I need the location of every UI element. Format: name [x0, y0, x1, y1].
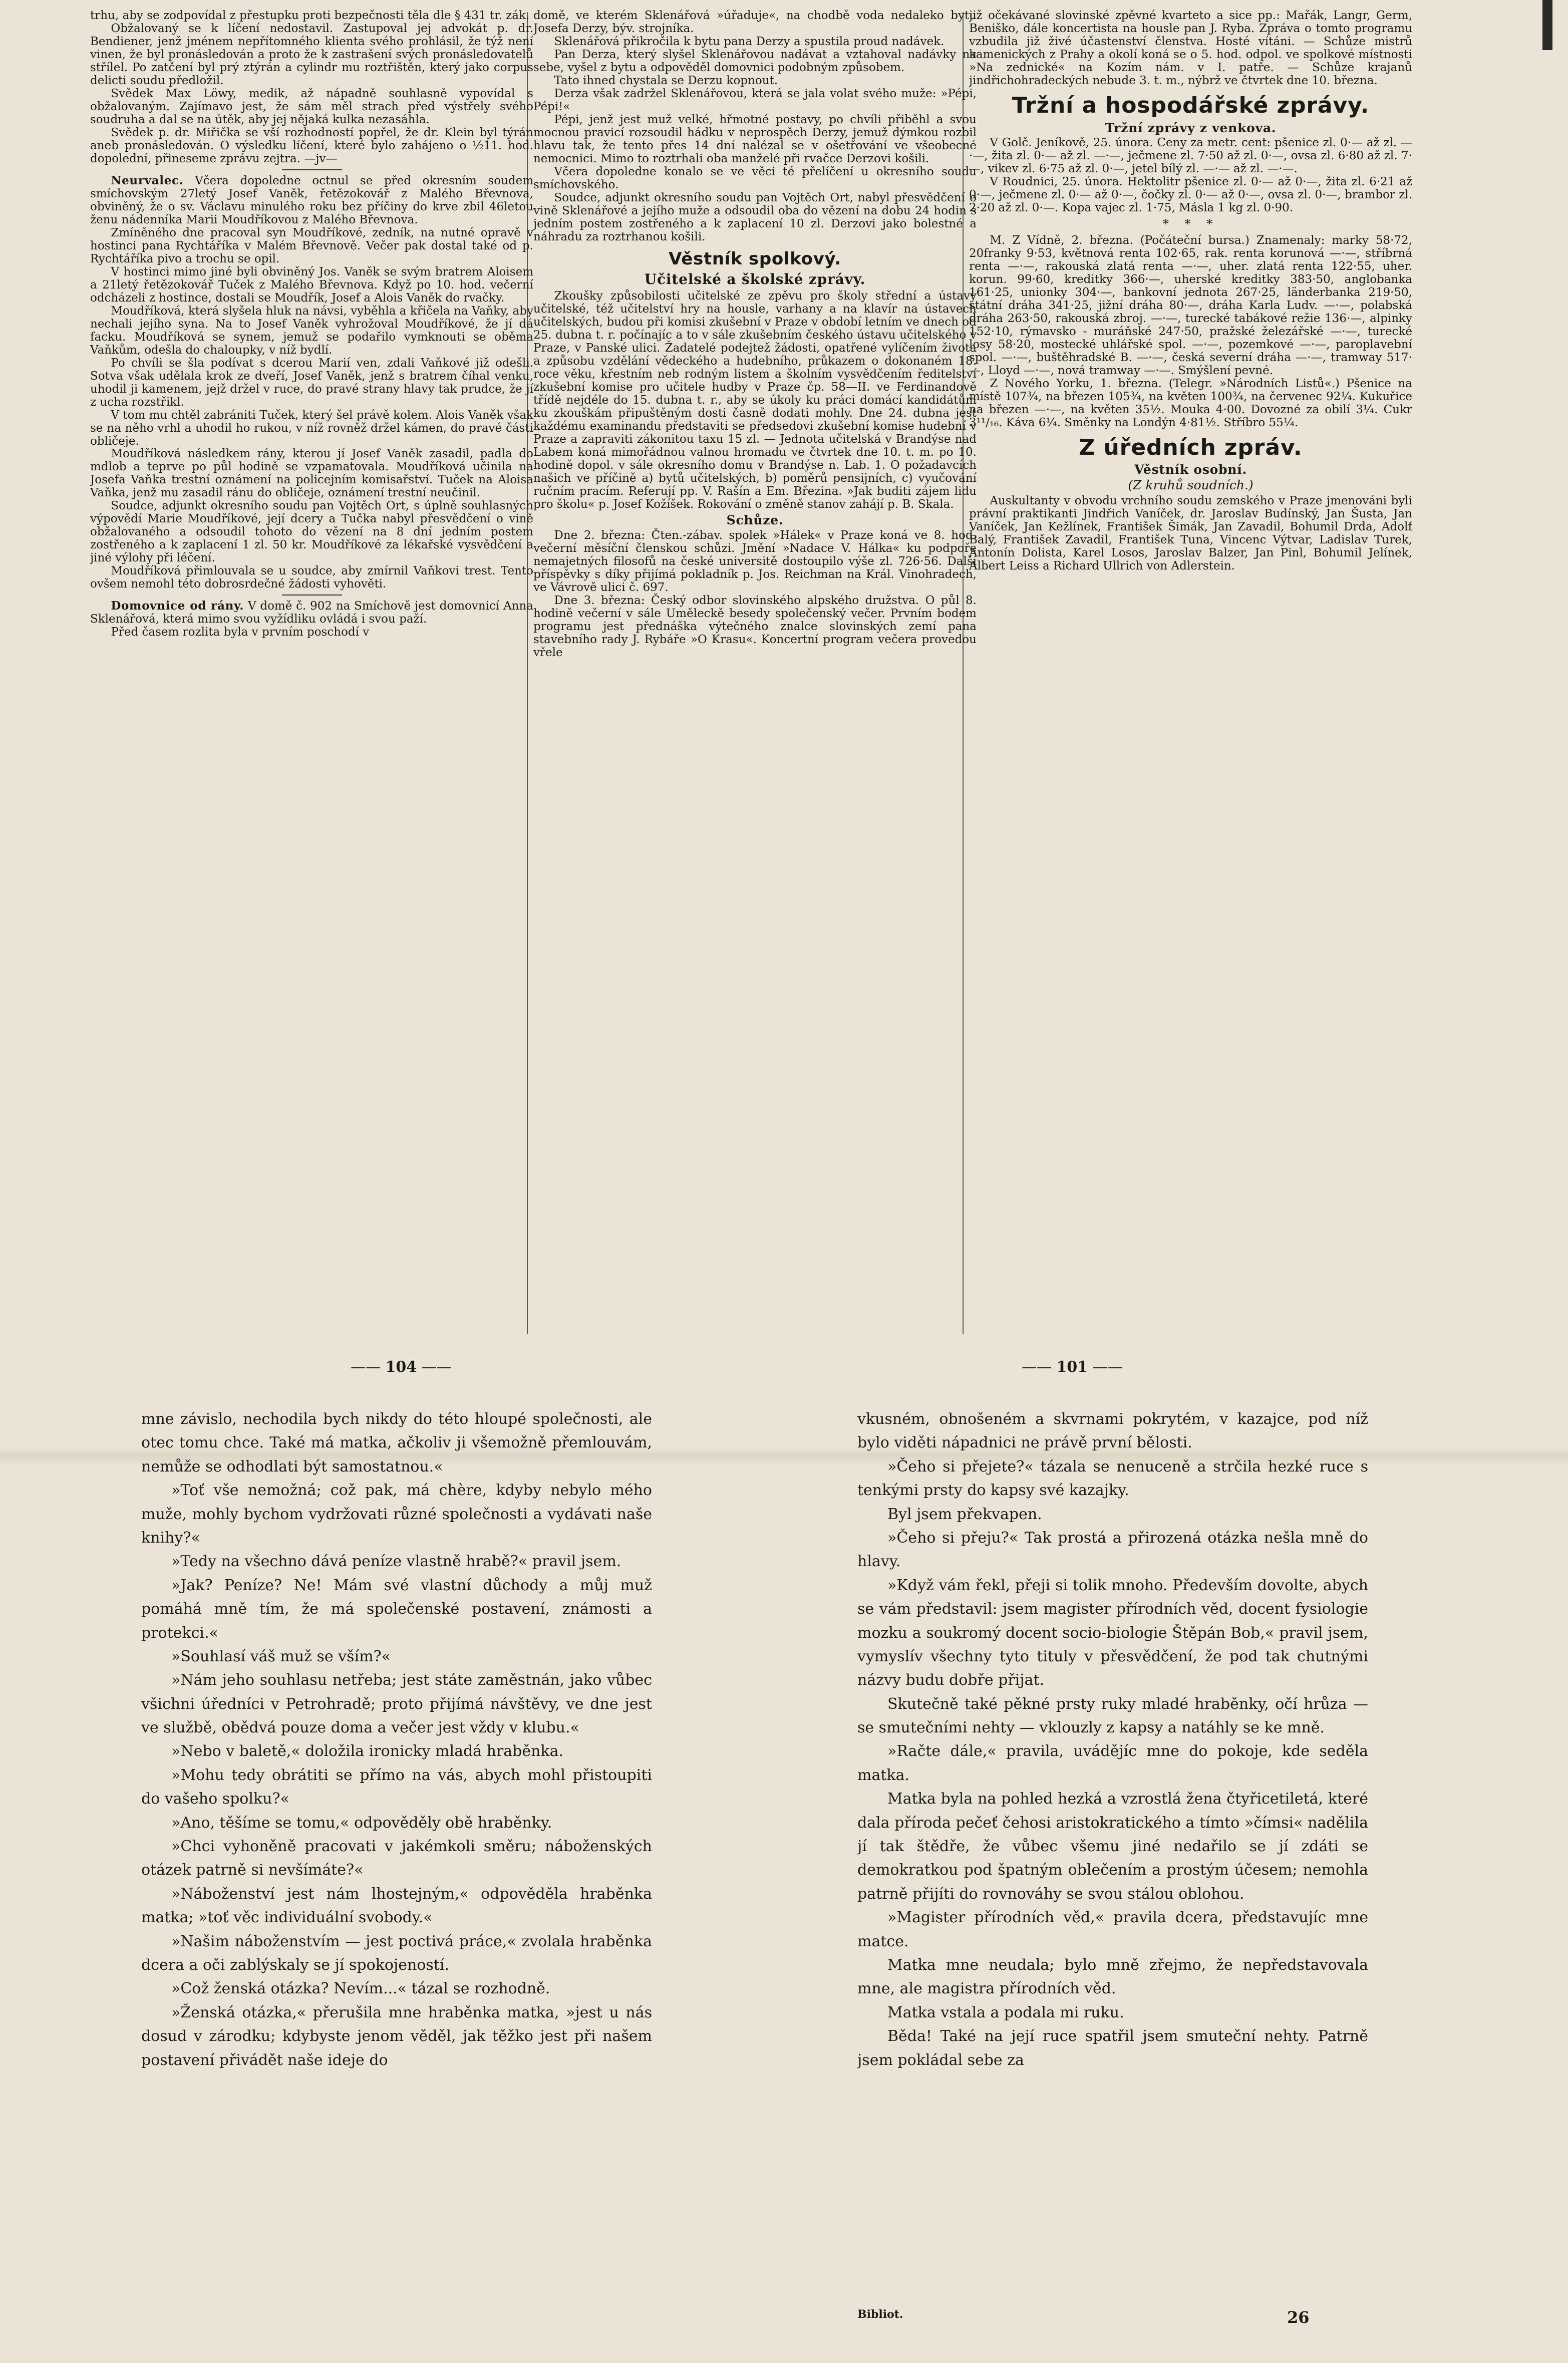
story-text: »Čeho si přejete?« tázala se nenuceně a strčila hezké ruce s tenkými prsty do kapsy své kazajky. — [857, 1457, 1368, 1500]
article-text: Z Nového Yorku, 1. března. (Telegr. »Národních Listů«.) Pšenice na místě 107¾, na březen 105¾, na květen 100¾, na červenec 92¼. Kukuřice na březen —·—, na květen 35½. Mouka 4·00. Dovozné za obilí 3¼. Cukr 3¹¹/₁₆. Káva 6¼. Směnky na Londýn 4·81½. Stříbro 55¼. — [969, 377, 1412, 429]
article-text: domě, ve kterém Sklenářová »úřaduje«, na chodbě voda nedaleko bytu Josefa Derzy, býv. strojníka. — [533, 9, 977, 35]
story-text: »Nebo v baletě,« doložila ironicky mladá hraběnka. — [171, 1742, 564, 1760]
story-text: »Tedy na všechno dává peníze vlastně hrabě?« pravil jsem. — [171, 1553, 621, 1571]
section-masthead: Věstník spolkový. — [669, 248, 841, 269]
story-text: Matka byla na pohled hezká a vzrostlá žena čtyřicetiletá, které dala příroda pečeť čehosi aristokratického a tímto »čímsi« nadělila jí tak štědře, že vůbec všemu jiné nedařilo se jí zdáti se demokratkou pod špatným oblečením a prostým účesem; nemohla patrně přijíti do rovnováhy se svou stálou oblohou. — [857, 1790, 1368, 1903]
story-text: »Magister přírodních věd,« pravila dcera, představujíc mne matce. — [857, 1909, 1368, 1950]
article-text: Tato ihned chystala se Derzu kopnout. — [554, 74, 778, 87]
section-masthead: Tržní a hospodářské zprávy. — [1012, 92, 1370, 118]
article-heading: Domovnice od rány. — [111, 599, 244, 613]
article-text: V hostinci mimo jiné byli obviněný Jos. Vaněk se svým bratrem Aloisem a 21letý řetězokovář Tuček z Malého Břevnova. Když po 10. hod. večerní odcházeli z hostince, dostali se Moudřík, Josef a Alois Vaněk do rvačky. — [90, 265, 533, 305]
story-text: »Souhlasí váš muž se vším?« — [171, 1647, 391, 1665]
article-heading: Neurvalec. — [111, 173, 184, 187]
article-text: Pan Derza, který slyšel Sklenářovou nadávat a vztahoval nadávky na sebe, vyšel z bytu a odpověděl domovnici podobným způsobem. — [533, 48, 977, 74]
article-text: Včera dopoledne octnul se před okresním soudem smíchovským 27letý Josef Vaněk, řetězokovář z Malého Břevnova, obviněný, že o sv. Václavu minulého roku bez příčiny do krve zbil 46letou ženu nádenníka Marii Moudříkovou z Malého Břevnova. — [90, 174, 533, 226]
feuilleton-right-column — [857, 1407, 1368, 2339]
story-text: Skutečně také pěkné prsty ruky mladé hraběnky, očí hrůza — se smutečními nehty — vklouzly z kapsy a natáhly se ke mně. — [857, 1695, 1368, 1737]
story-text: »Čeho si přeju?« Tak prostá a přirozená otázka nešla mně do hlavy. — [857, 1529, 1368, 1571]
divider — [282, 595, 342, 596]
story-text: »Našim náboženstvím — jest poctivá práce,« zvolala hraběnka dcera a oči zablýskaly se jí spokojeností. — [141, 1932, 652, 1974]
page-number-left: —— 104 —— — [351, 1358, 452, 1376]
section-heading: Věstník osobní. — [1134, 462, 1247, 477]
article-text: Po chvíli se šla podívat s dcerou Marií ven, zdali Vaňkové již odešli. Sotva však udělala krok ze dveří, Josef Vaněk, jenž s bratrem číhal venku, uhodil ji kamenem, jejž držel v ruce, do pravé strany hlavy tak prudce, že jí z ucha rozstřikl. — [90, 356, 533, 409]
article-text: V Roudnici, 25. února. Hektolitr pšenice zl. 0·— až 0·—, žita zl. 6·21 až 0·—, ječmene zl. 0·— až 0·—, čočky zl. 0·— až 0·—, ovsa zl. 0·—, brambor zl. 2·20 až zl. 0·—. Kopa vajec zl. 1·75, Másla 1 kg zl. 0·90. — [969, 175, 1412, 214]
news-column-3 — [969, 9, 1412, 1361]
article-text: Auskultanty v obvodu vrchního soudu zemského v Praze jmenováni byli právní praktikanti Jindřich Vaníček, dr. Jaroslav Budínský, Jan Šusta, Jan Vaníček, Jan Kežlínek, František Šimák, Jan Zavadil, Bohumil Drda, Adolf Balý, František Zavadil, František Tuna, Vincenc Výtvar, Ladislav Turek, Antonín Dolista, Karel Losos, Jaroslav Balzer, Jan Pinl, Bohumil Jelínek, Albert Leiss a Richard Ullrich von Adlerstein. — [969, 494, 1412, 572]
news-column-2 — [533, 9, 977, 1361]
section-masthead: Z úředních zpráv. — [1079, 434, 1303, 460]
footer-page-number: 26 — [1287, 2308, 1310, 2327]
article-text: Moudříková přimlouvala se u soudce, aby zmírnil Vaňkovi trest. Tento ovšem nemohl této dobrosrdečné žádosti vyhověti. — [90, 564, 533, 591]
story-text: Byl jsem překvapen. — [887, 1505, 1042, 1523]
section-heading: Učitelské a školské zprávy. — [644, 271, 866, 288]
section-subheading: (Z kruhů soudních.) — [1128, 477, 1253, 492]
section-heading: Tržní zprávy z venkova. — [1105, 120, 1277, 135]
article-text: M. Z Vídně, 2. března. (Počáteční bursa.) Znamenaly: marky 58·72, 20franky 9·53, květnová renta 102·65, rak. renta korunová —·—, stříbrná renta —·—, rakouská zlatá renta —·—, uher. zlatá renta 122·55, uher. korun. 99·60, kreditky 366·—, uherské kreditky 383·50, anglobanka 161·25, unionky 304·—, bankovní jednota 267·25, länderbanka 219·50, státní dráha 341·25, jižní dráha 80·—, dráha Karla Ludv. —·—, polabská dráha 263·50, rakouská zbroj. —·—, turecké tabákové režie 136·—, alpinky 152·10, rýmavsko - muráňské 247·50, pražské železářské —·—, turecké losy 58·20, mostecké uhlářské spol. —·—, pozemkové —·—, paroplavební spol. —·—, buštěhradské B. —·—, česká severní dráha —·—, tramway 517·—, Lloyd —·—, nová tramway —·—. Smýšlení pevné. — [969, 233, 1412, 377]
article-text: Soudce, adjunkt okresního soudu pan Vojtěch Ort, nabyl přesvědčení o vině Sklenářové a jejího muže a odsoudil oba do vězení na dobu 24 hodin s jedním postem zostřeného a k zaplacení 10 zl. Derzovi jako bolestné a náhradu za roztrhanou košili. — [533, 191, 977, 243]
story-text: »Náboženství jest nám lhostejným,« odpověděla hraběnka matka; »toť věc individuální svobody.« — [141, 1885, 652, 1927]
story-text: mne závislo, nechodila bych nikdy do této hloupé společnosti, ale otec tomu chce. Také má matka, ačkoliv ji všemožně přemlouvám, nemůže se odhodlati být samostatnou.« — [141, 1410, 652, 1475]
story-text: Běda! Také na její ruce spatřil jsem smuteční nehty. Patrně jsem pokládal sebe za — [857, 2027, 1368, 2069]
story-text: »Mohu tedy obrátiti se přímo na vás, abych mohl přistoupiti do vašeho spolku?« — [141, 1766, 652, 1808]
story-text: »Jak? Peníze? Ne! Mám své vlastní důchody a můj muž pomáhá mně tím, že má společenské postavení, známosti a protekci.« — [141, 1576, 652, 1642]
article-text: Soudce, adjunkt okresního soudu pan Vojtěch Ort, s úplně souhlasných výpovědí Marie Moudříkové, její dcery a Tučka nabyl přesvědčení o vině obžalovaného a odsoudil tohoto do vězení na 8 dní jedním postem zostřeného a k zaplacení 1 zl. 50 kr. Moudříkové za lékařské vysvědčení a jiné výlohy při léčení. — [90, 499, 533, 565]
page-number-right: —— 101 —— — [1022, 1358, 1123, 1376]
article-text: V tom mu chtěl zabrániti Tuček, který šel právě kolem. Alois Vaněk však se na něho vrhl a uhodil ho rukou, v níž rovněž držel kámen, do pravé části obličeje. — [90, 408, 533, 448]
article-text: Sklenářová přikročila k bytu pana Derzy a spustila proud nadávek. — [554, 35, 945, 48]
story-text: Matka mne neudala; bylo mně zřejmo, že nepředstavovala mne, ale magistra přírodních věd. — [857, 1956, 1368, 1998]
binding-tab — [1542, 0, 1552, 50]
article-text: Dne 3. března: Český odbor slovinského alpského družstva. O půl 8. hodině večerní v sále Uměleckě besedy společenský večer. Prvním bodem programu jest přednáška výtečného znalce slovinských zemí pana stavebního rady J. Rybáře »O Krasu«. Koncertní program večera provedou vřele — [533, 594, 977, 659]
section-separator: * * * — [1162, 216, 1219, 231]
article-text: Moudříková následkem rány, kterou jí Josef Vaněk zasadil, padla do mdlob a teprve po půl hodině se vzpamatovala. Moudříková učinila na Josefa Vaňka trestní oznámení na policejním komisařství. Tuček na Aloisa Vaňka, jenž mu zasadil ránu do obličeje, oznámení trestní neučinil. — [90, 447, 533, 500]
article-text: trhu, aby se zodpovídal z přestupku proti bezpečnosti těla dle § 431 tr. zák. — [90, 9, 530, 22]
article-text: Pépi, jenž jest muž velké, hřmotné postavy, po chvíli přiběhl a svou mocnou pravicí rozsoudil hádku v neprospěch Derzy, jemuž dýmkou rozbil hlavu tak, že tento přes 14 dní nalézal se v ošetřování ve všeobecné nemocnici. Mimo to roztrhali oba manželé při rvačce Derzovi košili. — [533, 113, 977, 165]
story-text: »Račte dále,« pravila, uvádějíc mne do pokoje, kde seděla matka. — [857, 1742, 1368, 1784]
story-text: »Což ženská otázka? Nevím...« tázal se rozhodně. — [171, 1980, 550, 1998]
article-text: Před časem rozlita byla v prvním poschodí v — [111, 626, 370, 639]
footer-label: Bibliot. — [857, 2308, 903, 2321]
article-text: Obžalovaný se k líčení nedostavil. Zastupoval jej advokát p. dr. Bendiener, jenž jménem nepřítomného klienta svého prohlásil, že týž není vinen, že byl pronásledován a proto že k zastrašení svých pronásledovatelů střílel. Po zatčení byl prý ztýrán a cylindr mu roztřištěn, který jako corpus delicti soudu předložil. — [90, 22, 533, 87]
article-text: Zmíněného dne pracoval syn Moudříkové, zedník, na nutné opravě v hostinci pana Rychtáříka v Malém Břevnově. Večer pak dostal také od p. Rychtáříka pivo a trochu se opil. — [90, 226, 533, 265]
divider — [282, 169, 342, 170]
story-text: vkusném, obnošeném a skvrnami pokrytém, v kazajce, pod níž bylo viděti nápadnici ne právě první bělosti. — [857, 1410, 1368, 1452]
article-text: Svědek Max Löwy, medik, až nápadně souhlasně vypovídal s obžalovaným. Zajímavo jest, že sám měl strach před výstřely svého soudruha a dal se na útěk, aby jej nějaká kulka nezasáhla. — [90, 87, 533, 126]
article-text: Včera dopoledne konalo se ve věci té přelíčení u okresního soudu smíchovského. — [533, 165, 977, 191]
article-text: Derza však zadržel Sklenářovou, která se jala volat svého muže: »Pépi, Pépi!« — [533, 87, 977, 113]
story-text: »Nám jeho souhlasu netřeba; jest státe zaměstnán, jako vůbec všichni úředníci v Petrohradě; proto přijímá návštěvy, ve dne jest ve službě, obědvá pouze doma a večer jest vždy v klubu.« — [141, 1671, 652, 1737]
article-text: Svědek p. dr. Miřička se vší rozhodností popřel, že dr. Klein byl týrán aneb pronásledován. O výsledku líčení, které bylo zahájeno o ½11. hod. dopolední, přineseme zprávu zejtra. —jv— — [90, 126, 533, 165]
story-text: Matka vstala a podala mi ruku. — [887, 2003, 1124, 2021]
section-heading: Schůze. — [726, 513, 784, 528]
story-text: »Toť vše nemožná; což pak, má chère, kdyby nebylo mého muže, mohly bychom vydržovati různé společnosti a vydávati naše knihy?« — [141, 1482, 652, 1547]
news-column-1 — [90, 9, 533, 1361]
article-text: Zkoušky způsobilosti učitelské ze zpěvu pro školy střední a ústavy učitelské, též učitelství hry na housle, varhany a na klavír na ústavech učitelských, budou při komisi zkušební v Praze v období letním ve dnech od 25. dubna t. r. počínajíc a to v sále zkušebním českého ústavu učitelského v Praze, v Panské ulici. Žadatelé podejtež žádosti, opatřené vylíčením života a způsobu vzdělání vědeckého a hudebního, průkazem o dokonaném 18. roce věku, křestním neb rodným listem a školním vysvědčením ředitelství zkušební komise pro učitele hudby v Praze čp. 58—II. ve Ferdinandově třídě nejdéle do 15. dubna t. r., aby se úkoly ku práci domácí kandidátům ku zkouškám připuštěným dosti časně dodati mohly. Dne 24. dubna jest každému examinandu představiti se předsedovi zkušební komise hudební v Praze a zapraviti zákonitou taxu 15 zl. — Jednota učitelská v Brandýse nad Labem koná mimořádnou valnou hromadu ve čtvrtek dne 10. t. m. po 10. hodině dopol. v sále okresního domu v Brandýse n. Lab. 1. O požadavcích našich ve příčině a) bytů učitelských, b) poměrů pensijních, c) vyučování ručním pracím. Referují pp. V. Rašín a Em. Březina. »Jak buditi zájem lidu pro školu« p. Josef Kožíšek. Rokování o změně stanov zahájí p. B. Skala. — [533, 289, 977, 511]
article-text: Moudříková, která slyšela hluk na návsi, vyběhla a křičela na Vaňky, aby nechali jejího syna. Na to Josef Vaněk vyhrožoval Moudříkové, že jí dá facku. Moudříková se synem, jemuž se podařilo vymknouti se oběma Vaňkům, odešla do chaloupky, v níž bydlí. — [90, 304, 533, 357]
article-text: již očekávané slovinské zpěvné kvarteto a sice pp.: Mařák, Langr, Germ, Beniško, dále koncertista na housle pan J. Ryba. Zpráva o tomto programu vzbudila již živé účastenství členstva. Hosté vítáni. — Schůze mistrů kamenických z Prahy a okolí koná se o 5. hod. odpol. ve spolkové místnosti »Na zednické« na Kozím nám. v I. patře. — Schůze krajanů jindřichohradeckých nebude 3. t. m., nýbrž ve čtvrtek dne 10. března. — [969, 9, 1412, 87]
story-text: »Chci vyhoněně pracovati v jakémkoli směru; náboženských otázek patrně si nevšímáte?« — [141, 1838, 652, 1879]
feuilleton-left-column — [141, 1407, 652, 2339]
article-text: V domě č. 902 na Smíchově jest domovnicí Anna Sklenářová, která mimo svou vyžídliku ovládá i svou paží. — [90, 600, 533, 626]
article-text: V Golč. Jeníkově, 25. února. Ceny za metr. cent: pšenice zl. 0·— až zl. —·—, žita zl. 0·— až zl. —·—, ječmene zl. 7·50 až zl. 0·—, ovsa zl. 6·80 až zl. 7·—, vikev zl. 6·75 až zl. 0·—, jetel bílý zl. —·— až zl. —·—. — [969, 136, 1412, 175]
story-text: »Ano, těšíme se tomu,« odpověděly obě hraběnky. — [171, 1814, 552, 1832]
article-text: Dne 2. března: Čten.-zábav. spolek »Hálek« v Praze koná ve 8. hod. večerní měsíční členskou schůzi. Jmění »Nadace V. Hálka« ku podpoře nemajetných filosofů na české universitě dostoupilo výše zl. 726·56. Další příspěvky s díky přijímá pokladník p. Jos. Reichman na Král. Vinohradech, ve Vávrově ulici č. 697. — [533, 528, 977, 594]
story-text: »Ženská otázka,« přerušila mne hraběnka matka, »jest u nás dosud v zárodku; kdybyste jenom věděl, jak těžko jest při našem postavení přivádět naše ideje do — [141, 2003, 652, 2069]
story-text: »Když vám řekl, přeji si tolik mnoho. Především dovolte, abych se vám představil: jsem magister přírodních věd, docent fysiologie mozku a soukromý docent socio-biologie Štěpán Bob,« pravil jsem, vymyslív všechny tyto tituly v přesvědčení, že pod tak chutnými názvy budu dobře přijat. — [857, 1576, 1368, 1689]
